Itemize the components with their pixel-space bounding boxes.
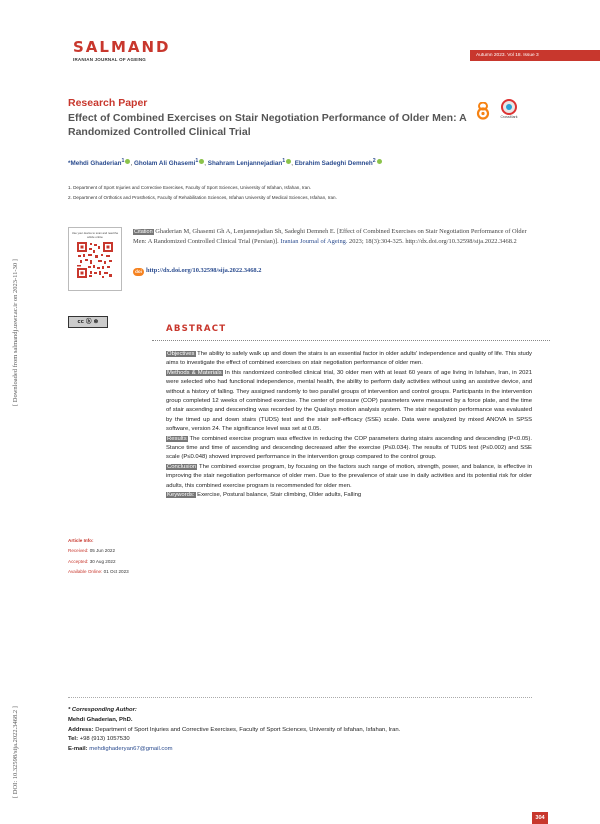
doi-line[interactable]	[133, 267, 261, 276]
doi-icon: doi	[133, 268, 144, 276]
qr-code-icon	[77, 242, 113, 278]
section-label: Results	[167, 435, 187, 442]
journal-logo-text: SALMAND	[73, 38, 171, 56]
orcid-icon[interactable]	[377, 159, 382, 164]
author-name[interactable]: Shahram Lenjannejadian	[207, 160, 283, 168]
abstract-methods	[166, 369, 532, 435]
affiliations	[68, 183, 337, 203]
article-title: Effect of Combined Exercises on Stair Negotiation Performance of Older Men: A Randomized Controlled Clinical Trial	[68, 112, 467, 138]
qr-caption: Use your device to scan and read the article online	[71, 231, 119, 239]
online-date: Available Online: 01 Oct 2023	[68, 568, 129, 574]
abstract-results	[166, 435, 532, 463]
citation-label: Citation	[134, 229, 153, 235]
open-access-icon[interactable]	[476, 102, 490, 120]
section-label: Keywords:	[167, 492, 195, 499]
section-text: Exercise, Postural balance, Stair climbing, Older adults, Falling	[197, 492, 362, 499]
corr-tel-label: Tel:	[68, 736, 79, 743]
article-info	[68, 536, 129, 577]
abstract-divider	[152, 340, 550, 341]
doi-link[interactable]: http://dx.doi.org/10.32598/sija.2022.3468.2	[146, 267, 262, 274]
creative-commons-badge[interactable]: cc ⓑ ⊜	[68, 316, 108, 328]
abstract-keywords	[166, 491, 532, 500]
corr-address-label: Address:	[68, 726, 94, 733]
abstract-heading: ABSTRACT	[166, 324, 227, 334]
author-name[interactable]: Gholam Ali Ghasemi	[133, 160, 196, 168]
abstract-objectives	[166, 350, 532, 369]
download-stamp: [ Downloaded from salmandj.uswr.ac.ir on 2023-11-30 ]	[12, 259, 19, 406]
doi-stamp: [ DOI: 10.32598/sija.2022.3468.2 ]	[12, 706, 19, 798]
author-list: *Mehdi Ghaderian$^1$ , Gholam Ali Ghasemi$^1$ , Shahram Lenjannejadian$^1$ , Ebrahim Sadeghi Demneh$^2$	[68, 158, 538, 167]
section-label: Methods & Materials	[167, 369, 222, 376]
affiliation-item: 2. Department of Orthotics and Prosthetics, Faculty of Rehabilitation Sciences, Isfahan University of Medical Sciences, Isfahan, Iran.	[68, 195, 337, 200]
section-label: Conclusion	[167, 463, 197, 470]
author-affiliation-mark: 2	[372, 158, 376, 164]
corresponding-author	[68, 706, 400, 755]
qr-code-box[interactable]	[68, 227, 122, 291]
citation-text: Ghaderian M, Ghasemi Gh A, Lenjannejadian Sh, Sadeghi Demneh E. [Effect of Combined Exercises on Stair Negotiation Performance of Older Men: A Randomized Controlled Clinical Trial (Persian)].	[133, 228, 527, 246]
issue-banner	[470, 50, 600, 61]
corr-name: Mehdi Ghaderian, PhD.	[68, 716, 133, 723]
author-affiliation-mark: 1	[121, 158, 125, 164]
crossmark-label: CrossMark	[500, 115, 518, 119]
journal-subtitle: IRANIAN JOURNAL OF AGEING	[73, 57, 147, 62]
page-number: 304	[532, 812, 548, 824]
journal-brand	[73, 38, 171, 62]
corr-email-link[interactable]: mehdighaderyan67@gmail.com	[89, 746, 173, 753]
corr-title: * Corresponding Author:	[68, 707, 137, 713]
abstract-body	[166, 350, 532, 501]
section-text: The combined exercise program, by focusing on the factors such range of motion, strength, power, and balance, is effective in improving the stair negotiation performance of older men. Due to the prevalence of stair use in daily activities and its potential risk for older adults, this combined exercise program is recommended for older men.	[166, 463, 532, 489]
footer-divider	[68, 697, 532, 698]
abstract-conclusion	[166, 463, 532, 491]
crossmark-button[interactable]	[496, 99, 522, 123]
citation-details: 2023; 18(3):304-325. http://dx.doi.org/10.32598/sija.2022.3468.2	[349, 238, 517, 246]
section-label: Objectives	[167, 351, 195, 357]
author-affiliation-mark: 1	[195, 158, 199, 164]
received-date: Received: 05 Jun 2022	[68, 548, 116, 554]
author-name[interactable]: *Mehdi Ghaderian	[68, 160, 122, 168]
citation-journal[interactable]: Iranian Journal of Ageing.	[280, 238, 348, 246]
section-text: The ability to safely walk up and down the stairs is an essential factor in older adults' independence and quality of life. This study aims to investigate the effect of combined exercises on stair negotiation performance of older men.	[166, 351, 533, 367]
accepted-date: Accepted: 30 Aug 2022	[68, 558, 116, 564]
corr-email-label: E-mail:	[68, 746, 88, 753]
article-type: Research Paper	[68, 97, 148, 109]
corr-tel: +98 (913) 1057530	[79, 736, 130, 743]
citation-block	[133, 227, 533, 248]
crossmark-icon	[501, 99, 517, 115]
issue-label: Autumn 2023. Vol 18. Issue 3	[476, 53, 539, 58]
affiliation-item: 1. Department of Sport Injuries and Corrective Exercises, Faculty of Sport Sciences, University of Isfahan, Isfahan, Iran.	[68, 185, 312, 190]
author-name[interactable]: Ebrahim Sadeghi Demneh	[294, 160, 373, 168]
article-info-title: Article Info:	[68, 538, 94, 543]
author-affiliation-mark: 1	[282, 158, 286, 164]
section-text: In this randomized controlled clinical trial, 30 older men with at least 60 years of age living in Isfahan, Iran, in 2021 were selected who had functional independence, mental health, the ability to perform daily activities without using an assistive device, and without a history of falling. They assigned randomly to two parallel groups of intervention and control groups. Participants in the intervention group completed 12 weeks of combined exercise. The center of pressure (COP) parameters were measured by a force plate, and the time of stair ascending and descending was recorded by the Qualisys motion analysis system. The stair negotiation performance was evaluated by the timed up and down stairs (TUDS) test and the stair self-efficacy (SSE) scale. Data were analyzed by mixed ANOVA in SPSS software, version 24. The significance level was set at 0.05.	[166, 369, 532, 433]
section-text: The combined exercise program was effective in reducing the COP parameters during stairs ascending and descending (P<0.05). Stance time and time of ascending and descending decreased after the exercise (P≤0.034). The results of TUDS test (P≤0.002) and SSE scale (P≤0.048) showed improved performance in the intervention group compared to the control group.	[166, 435, 532, 461]
corr-address: Department of Sport Injuries and Corrective Exercises, Faculty of Sport Sciences, University of Isfahan, Isfahan, Iran.	[95, 726, 401, 733]
